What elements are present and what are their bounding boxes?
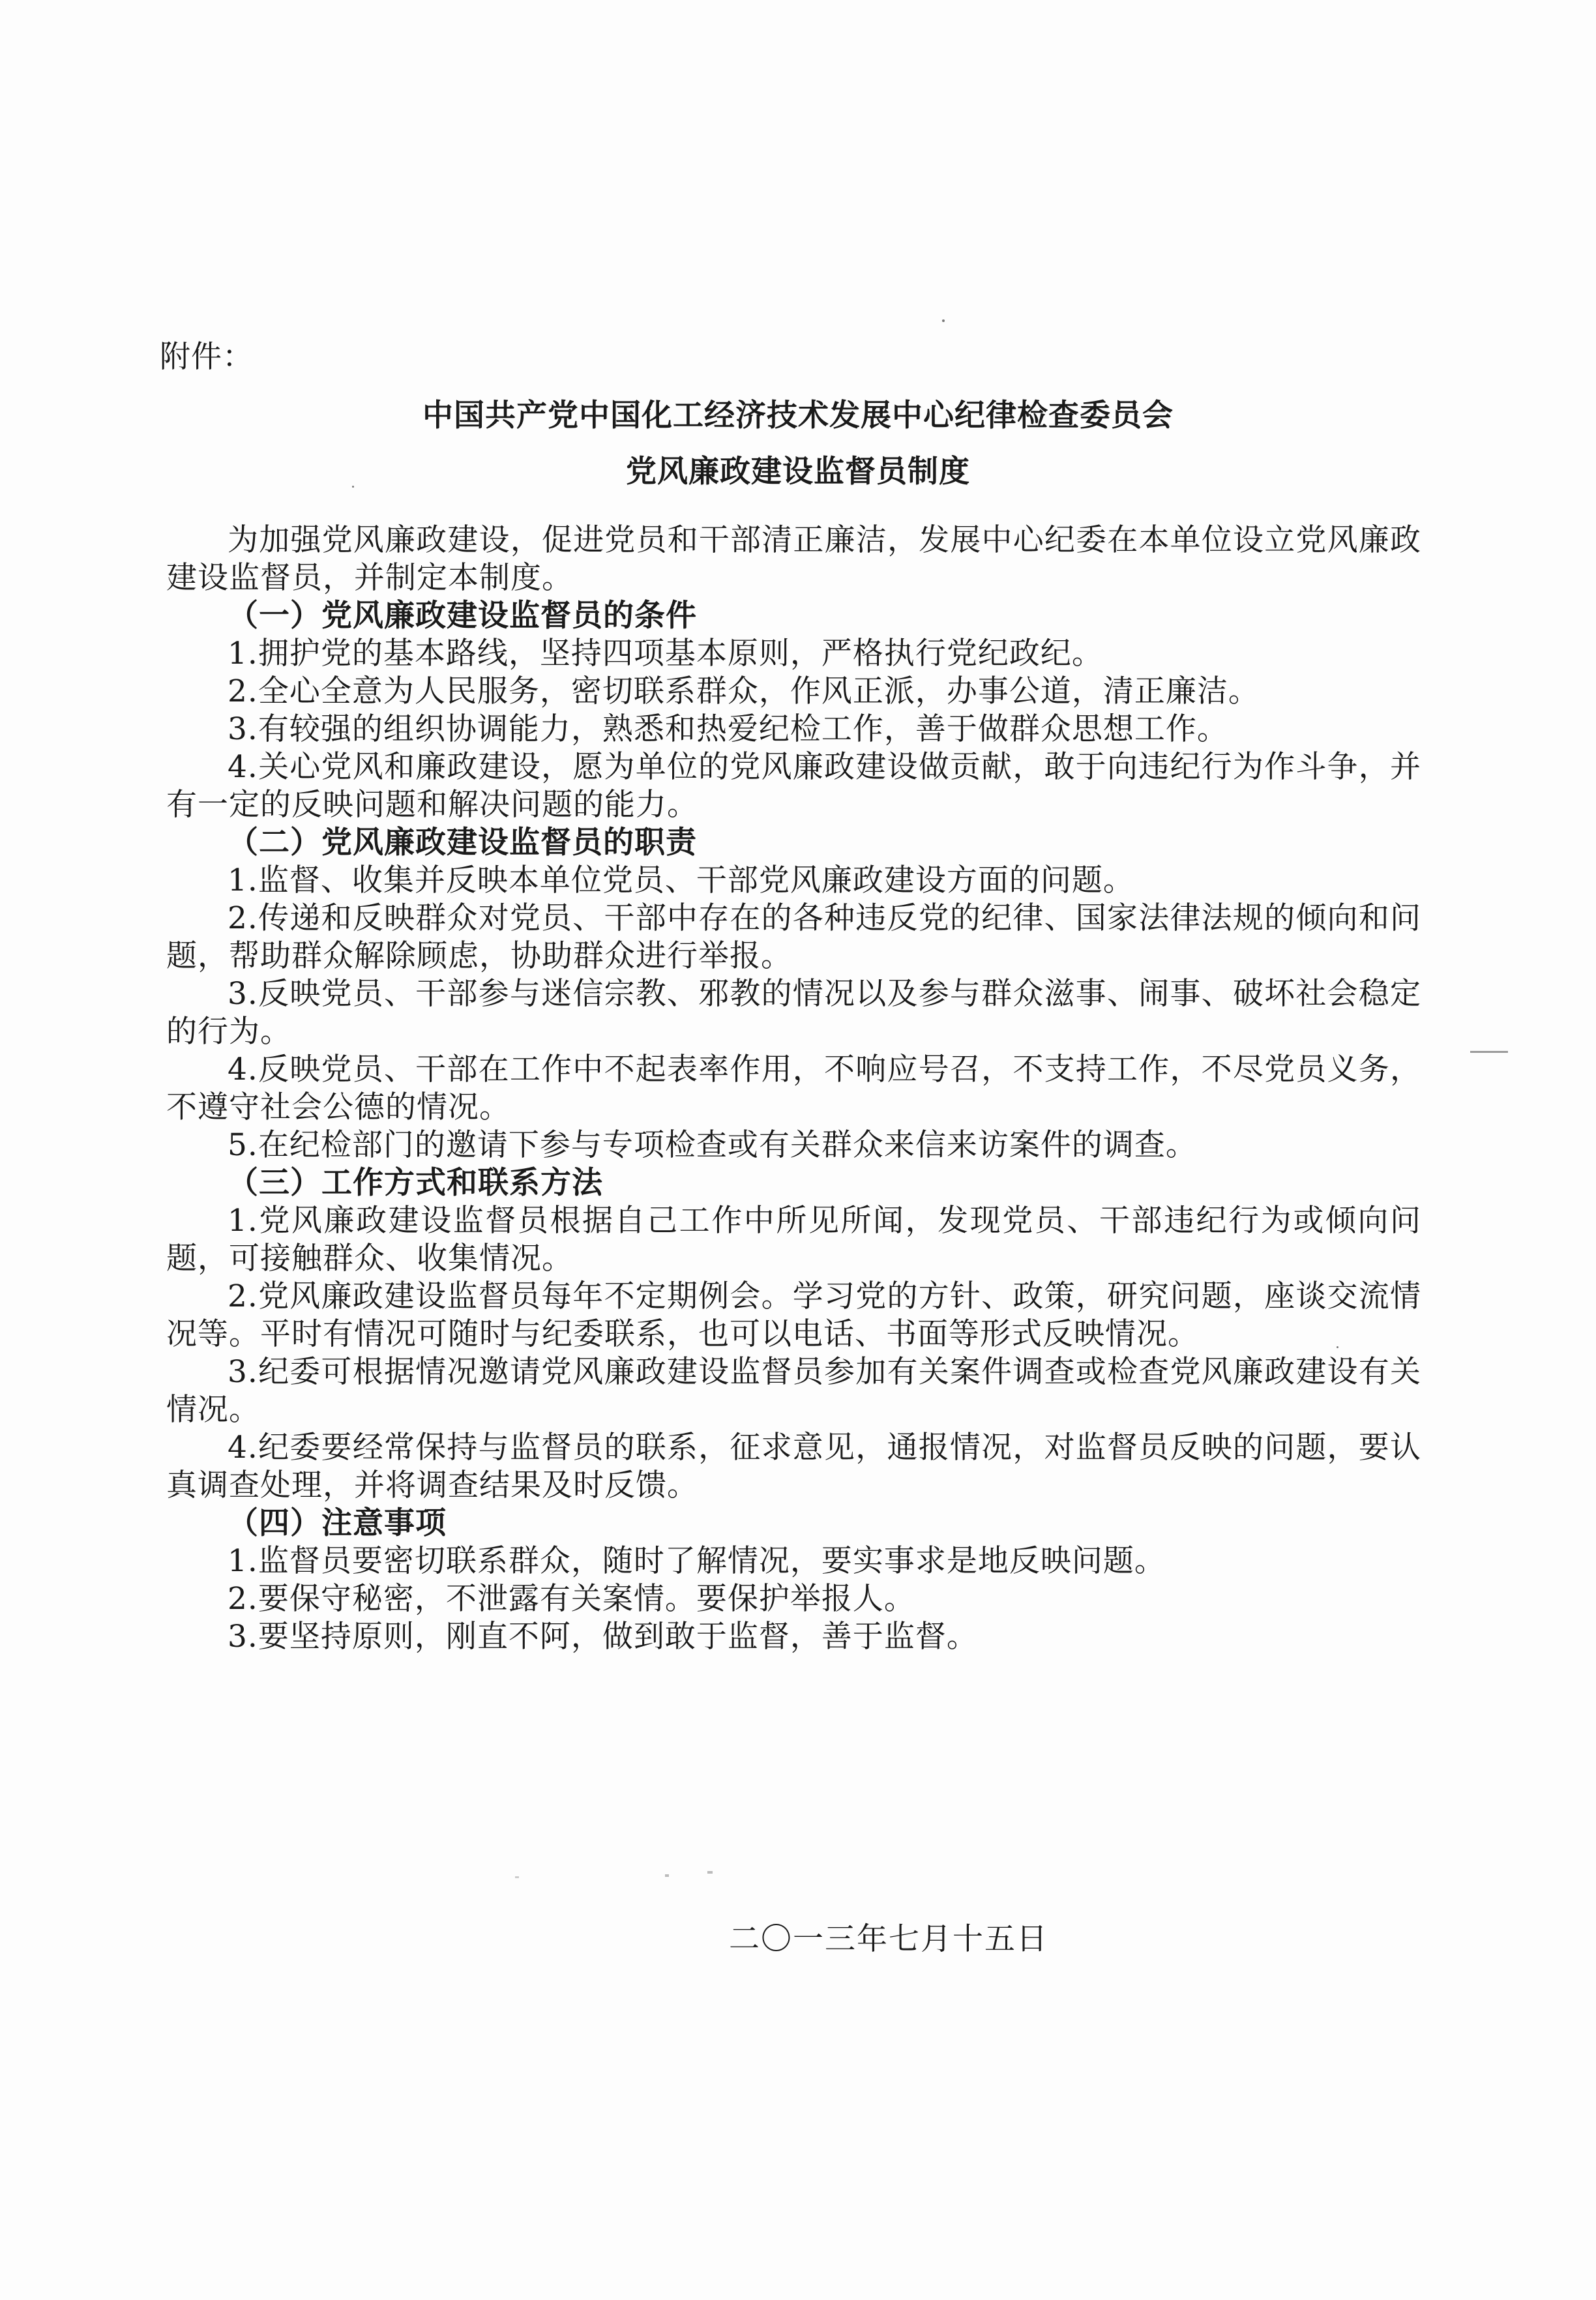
list-item: 1.监督员要密切联系群众，随时了解情况，要实事求是地反映问题。 <box>228 1543 1166 1579</box>
scan-mark <box>1470 1051 1508 1053</box>
list-item: 4.纪委要经常保持与监督员的联系，征求意见，通报情况，对监督员反映的问题，要认真调查处理，并将调查结果及时反馈。 <box>166 1430 1421 1503</box>
list-item: 5.在纪检部门的邀请下参与专项检查或有关群众来信来访案件的调查。 <box>228 1127 1197 1163</box>
section-work-methods <box>166 1164 1421 1505</box>
list-item: 2.全心全意为人民服务，密切联系群众，作风正派，办事公道，清正廉洁。 <box>228 673 1260 709</box>
section-heading: （三）工作方式和联系方法 <box>228 1165 603 1201</box>
scan-speck <box>707 1871 713 1874</box>
scan-speck <box>942 319 945 322</box>
scan-speck <box>665 1874 669 1877</box>
scan-speck <box>1337 1346 1338 1348</box>
list-item: 1.拥护党的基本路线，坚持四项基本原则，严格执行党纪政纪。 <box>228 636 1103 671</box>
section-duties <box>166 824 1421 1164</box>
list-item: 4.反映党员、干部在工作中不起表率作用，不响应号召，不支持工作，不尽党员义务，不遵守社会公德的情况。 <box>166 1052 1421 1125</box>
intro-paragraph: 为加强党风廉政建设，促进党员和干部清正廉洁，发展中心纪委在本单位设立党风廉政建设监督员，并制定本制度。 <box>166 522 1421 596</box>
document-title-line-1: 中国共产党中国化工经济技术发展中心纪律检查委员会 <box>422 398 1174 434</box>
document-date: 二〇一三年七月十五日 <box>729 1921 1048 1957</box>
document-title-line-2: 党风廉政建设监督员制度 <box>626 454 970 490</box>
list-item: 3.反映党员、干部参与迷信宗教、邪教的情况以及参与群众滋事、闹事、破坏社会稳定的行为。 <box>166 976 1421 1050</box>
list-item: 1.党风廉政建设监督员根据自己工作中所见所闻，发现党员、干部违纪行为或倾向问题，可接触群众、收集情况。 <box>166 1203 1421 1276</box>
list-item: 2.要保守秘密，不泄露有关案情。要保护举报人。 <box>228 1581 915 1617</box>
list-item: 4.关心党风和廉政建设，愿为单位的党风廉政建设做贡献，敢于向违纪行为作斗争，并有一定的反映问题和解决问题的能力。 <box>166 749 1421 823</box>
list-item: 3.纪委可根据情况邀请党风廉政建设监督员参加有关案件调查或检查党风廉政建设有关情况。 <box>166 1354 1421 1428</box>
scan-speck <box>352 486 354 488</box>
list-item: 2.传递和反映群众对党员、干部中存在的各种违反党的纪律、国家法律法规的倾向和问题，帮助群众解除顾虑，协助群众进行举报。 <box>166 900 1421 974</box>
section-heading: （四）注意事项 <box>228 1505 447 1541</box>
attachment-label: 附件： <box>160 339 254 375</box>
scan-speck <box>515 1876 519 1878</box>
section-notes <box>166 1505 1421 1656</box>
section-heading: （一）党风廉政建设监督员的条件 <box>228 598 697 634</box>
list-item: 3.要坚持原则，刚直不阿，做到敢于监督，善于监督。 <box>228 1619 978 1655</box>
list-item: 2.党风廉政建设监督员每年不定期例会。学习党的方针、政策，研究问题，座谈交流情况等。平时有情况可随时与纪委联系，也可以电话、书面等形式反映情况。 <box>166 1278 1421 1352</box>
document-body <box>166 522 1421 1656</box>
section-heading: （二）党风廉政建设监督员的职责 <box>228 825 697 861</box>
list-item: 3.有较强的组织协调能力，熟悉和热爱纪检工作，善于做群众思想工作。 <box>228 711 1228 747</box>
section-conditions <box>166 597 1421 824</box>
list-item: 1.监督、收集并反映本单位党员、干部党风廉政建设方面的问题。 <box>228 862 1134 898</box>
